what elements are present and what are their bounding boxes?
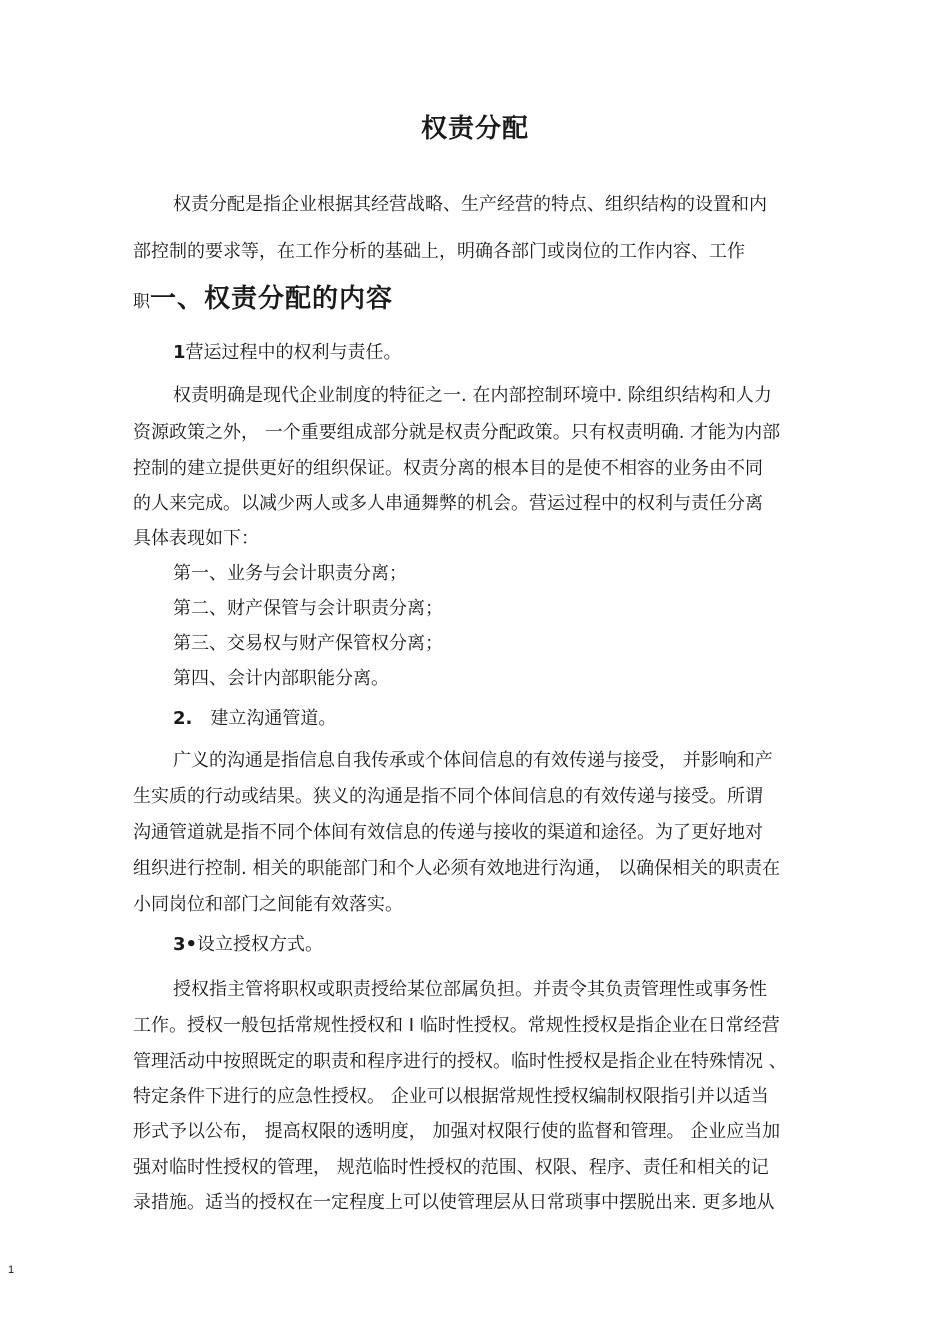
- paragraph-line: 工作。授权一般包括常规性授权和 I 临时性授权。常规性授权是指企业在日常经营: [133, 1015, 780, 1036]
- section-lead-char: 职: [133, 292, 150, 312]
- page-number: 1: [8, 1264, 15, 1276]
- paragraph-line: 控制的建立提供更好的组织保证。权责分离的根本目的是使不相容的业务由不同: [133, 458, 763, 479]
- item-text: 建立沟通管道。: [210, 708, 337, 729]
- item-heading-3: [173, 930, 323, 956]
- item-heading-1: [173, 338, 402, 364]
- intro-line: 权责分配是指企业根据其经营战略、生产经营的特点、组织结构的设置和内: [173, 194, 767, 215]
- item-number: 1: [173, 342, 186, 363]
- list-item: 第一、业务与会计职责分离；: [173, 563, 407, 584]
- paragraph-line: 权责明确是现代企业制度的特征之一. 在内部控制环境中. 除组织结构和人力: [173, 385, 772, 406]
- list-item: 第三、交易权与财产保管权分离；: [173, 633, 443, 654]
- paragraph-line: 生实质的行动或结果。狭义的沟通是指不同个体间信息的有效传递与接受。所谓: [133, 786, 763, 807]
- paragraph-line: 录措施。适当的授权在一定程度上可以使管理层从日常琐事中摆脱出来. 更多地从: [133, 1192, 775, 1213]
- paragraph-line: 管理活动中按照既定的职责和程序进行的授权。临时性授权是指企业在特殊情况 、: [133, 1051, 787, 1072]
- paragraph-line: 广义的沟通是指信息自我传承或个体间信息的有效传递与接受， 并影响和产: [173, 750, 773, 771]
- intro-line: 部控制的要求等，在工作分析的基础上，明确各部门或岗位的工作内容、工作: [133, 241, 745, 262]
- paragraph-line: 形式予以公布， 提高权限的透明度， 加强对权限行使的监督和管理。 企业应当加: [133, 1121, 781, 1142]
- item-text: 营运过程中的权利与责任。: [185, 342, 402, 363]
- paragraph-line: 具体表现如下：: [133, 528, 259, 549]
- paragraph-line: 资源政策之外， 一个重要组成部分就是权责分配政策。只有权责明确. 才能为内部: [133, 422, 781, 443]
- paragraph-line: 沟通管道就是指不同个体间有效信息的传递与接收的渠道和途径。为了更好地对: [133, 822, 763, 843]
- paragraph-line: 授权指主管将职权或职责授给某位部属负担。并责令其负责管理性或事务性: [173, 979, 767, 1000]
- paragraph-line: 特定条件下进行的应急性授权。 企业可以根据常规性授权编制权限指引并以适当: [133, 1086, 769, 1107]
- section-heading: 一、权责分配的内容: [150, 284, 394, 314]
- item-text: 设立授权方式。: [197, 934, 324, 955]
- list-item: 第二、财产保管与会计职责分离；: [173, 598, 443, 619]
- item-number: 2.: [173, 708, 193, 729]
- item-heading-2: [173, 704, 336, 730]
- document-title: 权责分配: [420, 114, 529, 144]
- list-item: 第四、会计内部职能分离。: [173, 668, 389, 689]
- item-number: 3•: [173, 934, 198, 955]
- paragraph-line: 小同岗位和部门之间能有效落实。: [133, 894, 403, 915]
- section-heading-row: [133, 278, 393, 315]
- paragraph-line: 组织进行控制. 相关的职能部门和个人必须有效地进行沟通， 以确保相关的职责在: [133, 858, 781, 879]
- paragraph-line: 的人来完成。以减少两人或多人串通舞弊的机会。营运过程中的权利与责任分离: [133, 493, 763, 514]
- paragraph-line: 强对临时性授权的管理， 规范临时性授权的范围、权限、程序、责任和相关的记: [133, 1157, 769, 1178]
